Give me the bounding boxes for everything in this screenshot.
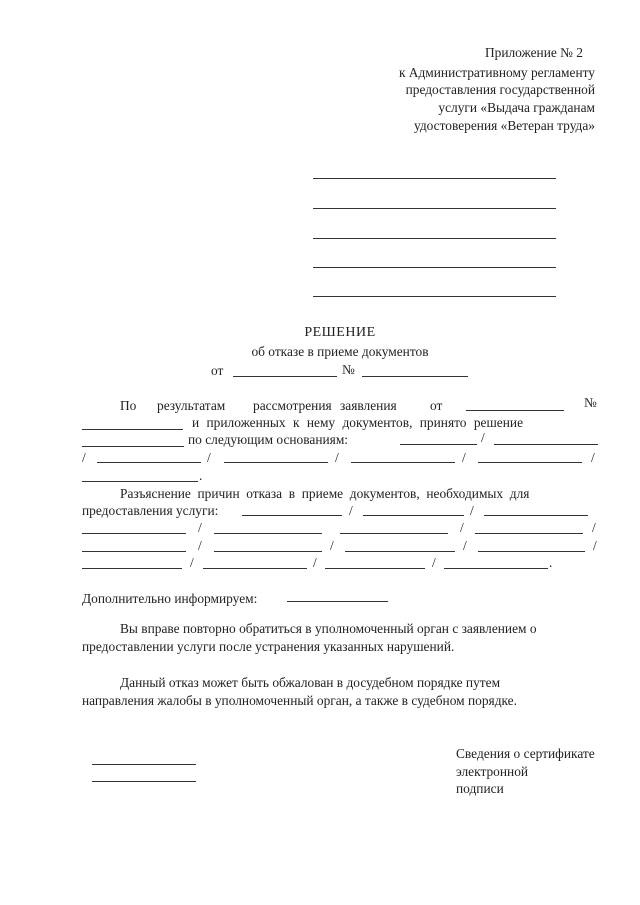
ground-field[interactable]	[82, 481, 198, 482]
certificate-line-3: подписи	[456, 781, 504, 796]
application-number-field[interactable]	[82, 429, 183, 430]
para3-line-2: предоставлении услуги после устранения указанных нарушений.	[82, 639, 455, 654]
reason-field[interactable]	[484, 515, 588, 516]
slash: /	[190, 555, 194, 570]
para1-word: от	[430, 398, 443, 413]
para1-word: рассмотрения	[253, 398, 332, 413]
reason-field[interactable]	[82, 568, 182, 569]
date-field[interactable]	[233, 376, 337, 377]
ground-field[interactable]	[494, 444, 598, 445]
reason-field[interactable]	[478, 551, 585, 552]
date-prefix: от	[211, 363, 224, 378]
decision-field[interactable]	[82, 446, 184, 447]
document-title: РЕШЕНИЕ	[304, 325, 376, 340]
reason-field[interactable]	[203, 568, 307, 569]
slash: /	[432, 555, 436, 570]
ground-field[interactable]	[224, 462, 328, 463]
slash: /	[330, 538, 334, 553]
number-sign: №	[342, 362, 355, 377]
para1-line-3: по следующим основаниям:	[188, 432, 349, 447]
reason-field[interactable]	[82, 533, 186, 534]
para2-line-1: Разъяснение причин отказа в приеме документов, необходимых для	[120, 486, 530, 501]
reason-field[interactable]	[475, 533, 583, 534]
additional-info-field[interactable]	[287, 601, 388, 602]
appendix-line-2: к Административному регламенту	[398, 65, 595, 80]
signatory-name-field[interactable]	[92, 781, 196, 782]
additional-info-label: Дополнительно информируем:	[82, 591, 258, 606]
slash: /	[460, 520, 464, 535]
reason-field[interactable]	[242, 515, 342, 516]
slash: /	[470, 503, 474, 518]
para2-line-2: предоставления услуги:	[82, 503, 219, 518]
ground-field[interactable]	[478, 462, 582, 463]
slash: /	[593, 538, 597, 553]
appendix-line-1: Приложение № 2	[484, 45, 583, 60]
para1-word: По	[120, 398, 137, 413]
certificate-line-1: Сведения о сертификате	[456, 746, 595, 761]
reason-field[interactable]	[214, 533, 322, 534]
ground-field[interactable]	[400, 444, 477, 445]
para1-line-2: и приложенных к нему документов, принято решение	[192, 415, 524, 430]
appendix-line-3: предоставления государственной	[405, 82, 595, 97]
para1-word: заявления	[340, 398, 397, 413]
slash: /	[313, 555, 317, 570]
slash: /	[335, 450, 339, 465]
appendix-line-5: удостоверения «Ветеран труда»	[413, 118, 595, 133]
slash: /	[198, 538, 202, 553]
slash: /	[592, 520, 596, 535]
slash: /	[82, 450, 86, 465]
reason-field[interactable]	[444, 568, 548, 569]
slash: /	[198, 520, 202, 535]
application-date-field[interactable]	[466, 410, 564, 411]
period: .	[199, 468, 203, 483]
addressee-line[interactable]	[313, 267, 556, 268]
reason-field[interactable]	[214, 551, 322, 552]
para1-word: результатам	[157, 398, 226, 413]
application-number-sign: №	[584, 395, 597, 410]
slash: /	[207, 450, 211, 465]
ground-field[interactable]	[351, 462, 455, 463]
slash: /	[591, 450, 595, 465]
number-field[interactable]	[362, 376, 468, 377]
document-subtitle: об отказе в приеме документов	[251, 344, 429, 359]
para3-line-1: Вы вправе повторно обратиться в уполномоченный орган с заявлением о	[120, 621, 537, 636]
addressee-line[interactable]	[313, 238, 556, 239]
period: .	[549, 555, 553, 570]
reason-field[interactable]	[340, 533, 448, 534]
slash: /	[481, 430, 485, 445]
addressee-line[interactable]	[313, 178, 556, 179]
certificate-line-2: электронной	[456, 764, 529, 779]
appendix-line-4: услуги «Выдача гражданам	[438, 100, 595, 115]
reason-field[interactable]	[325, 568, 425, 569]
slash: /	[463, 538, 467, 553]
signatory-position-field[interactable]	[92, 764, 196, 765]
ground-field[interactable]	[97, 462, 201, 463]
addressee-line[interactable]	[313, 296, 556, 297]
slash: /	[462, 450, 466, 465]
slash: /	[349, 503, 353, 518]
para4-line-1: Данный отказ может быть обжалован в досудебном порядке путем	[120, 675, 501, 690]
addressee-line[interactable]	[313, 208, 556, 209]
reason-field[interactable]	[82, 551, 186, 552]
reason-field[interactable]	[345, 551, 455, 552]
para4-line-2: направления жалобы в уполномоченный орган, а также в судебном порядке.	[82, 693, 517, 708]
reason-field[interactable]	[363, 515, 464, 516]
